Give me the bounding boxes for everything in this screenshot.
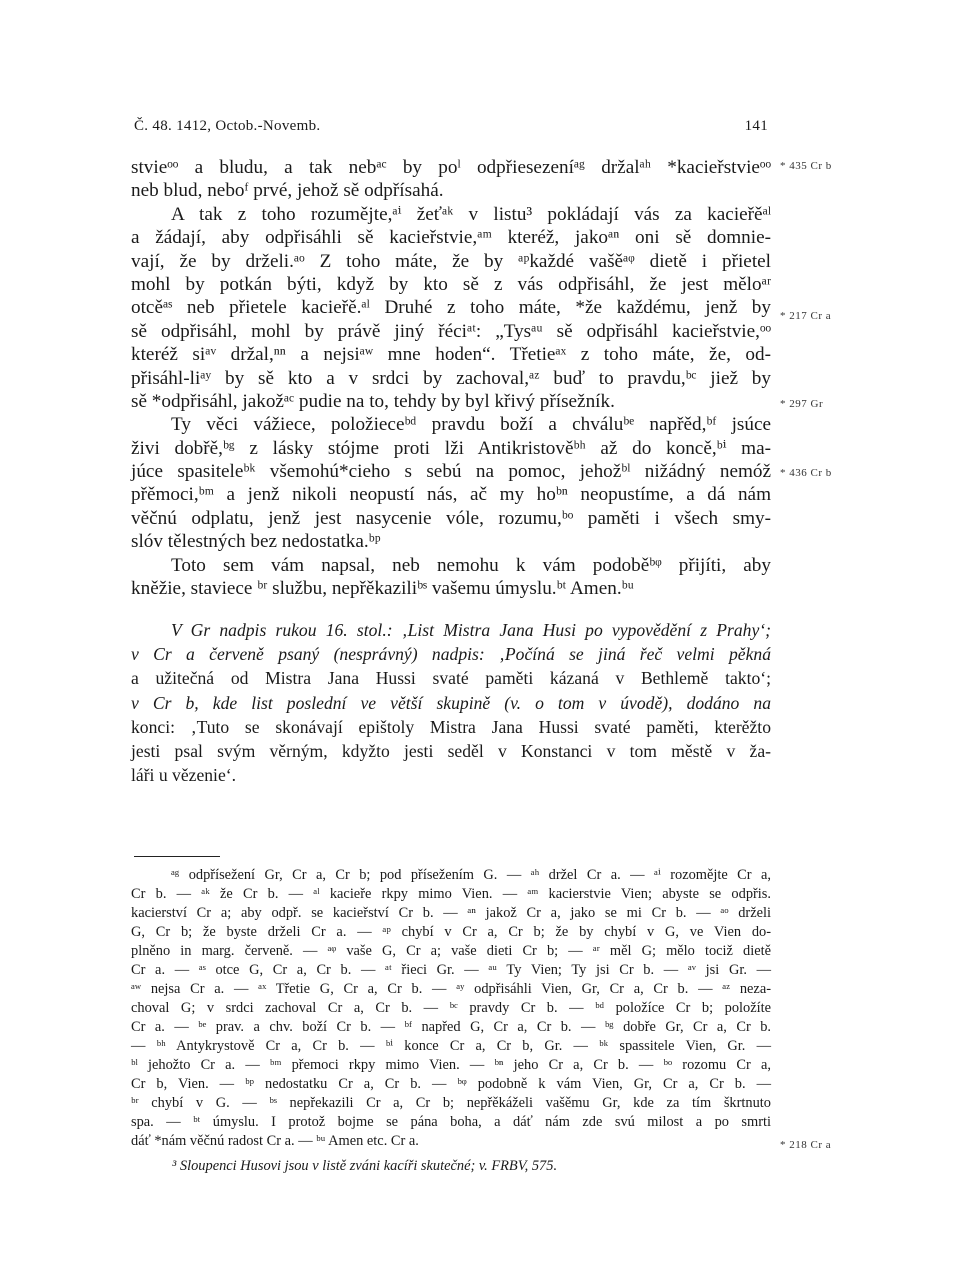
main-line: přěmoci,ᵇᵐ a jenž nikoli neopustí nás, ač my hoᵇⁿ neopustíme, a dá nám (131, 484, 771, 506)
main-line: slóv tělestných bez nedostatka.ᵇᵖ (131, 531, 381, 553)
main-line: živi dobřě,ᵇᵍ z lásky stójme proti lži Antikristověᵇʰ až do koncě,ᵇⁱ ma- (131, 437, 771, 459)
footnote-line: Cr a. — ᵃˢ otce G, Cr a, Cr b. — ᵃᵗ řieci Gr. — ᵃᵘ Ty Vien; Ty jsi Cr b. — ᵃᵛ jsi Gr. — (131, 962, 771, 978)
margin-note: * 297 Gr (780, 398, 824, 410)
footnote-line: spa. — ᵇᵗ úmyslu. I protož bojme se pána boha, a dáť nám zde svú milost a po smrti (131, 1114, 771, 1130)
footnotes (131, 866, 771, 1151)
main-line: A tak z toho rozumějte,ᵃⁱ žeťᵃᵏ v listu³ pokládají vás za kacieřěᵃˡ (171, 203, 771, 225)
footnote-line: Cr b. — ᵃᵏ že Cr b. — ᵃˡ kacieře rkpy mimo Vien. — ᵃᵐ kacierstvie Vien; abyste se odpřis. (131, 886, 771, 902)
footnote-line: ᵃᵍ odpřísežení Gr, Cr a, Cr b; pod přísežením G. — ᵃʰ držel Cr a. — ᵃⁱ rozomějte Cr a, (171, 867, 771, 883)
main-line: věčnú odplatu, jenž jest nasycenie vóle, rozumu,ᵇᵒ paměti i všech smy- (131, 507, 771, 529)
margin-note: * 435 Cr b (780, 160, 832, 172)
footnote-line: G, Cr b; že byste drželi Cr a. — ᵃᵖ chybí v Cr a, Cr b; že by chybí v G, ve Vien do- (131, 924, 771, 940)
margin-note: * 436 Cr b (780, 467, 832, 479)
footnote-line: kacierství Cr a; aby odpř. se kacieřství Cr b. — ᵃⁿ jakož Cr a, jako se mi Cr b. — ᵃᵒ drželi (131, 905, 771, 921)
footnote-line: plněno in marg. červeně. — ᵃᵠ vaše G, Cr a; vaše dieti Cr b; — ᵃʳ měl G; mělo tociž dietě (131, 943, 771, 959)
running-header (134, 118, 768, 140)
footnote-rule (134, 856, 220, 857)
margin-note: * 218 Cr a (780, 1139, 832, 1151)
footnote-line: — ᵇʰ Antykrystově Cr a, Cr b. — ᵇⁱ konce Cr a, Cr b, Gr. — ᵇᵏ spassitele Vien, Gr. — (131, 1038, 771, 1054)
footnote-line: choval G; v srdci zachoval Cr a, Cr b. — ᵇᶜ pravdy Cr b. — ᵇᵈ položíce Cr b; položíte (131, 1000, 771, 1016)
main-line: júce spasiteleᵇᵏ všemohú*cieho s sebú na pomoc, jehožᵇˡ nižádný nemóž (131, 461, 771, 483)
main-line: vají, že by drželi.ᵃᵒ Z toho máte, že by ᵃᵖkaždé vašěᵃᵠ dietě i přietel (131, 250, 771, 272)
note-line: V Gr nadpis rukou 16. stol.: ‚List Mistra Jana Husi po vypovědění z Prahy‘; (171, 620, 771, 640)
main-line: sě odpřisáhl, mohl by právě jiný řéciᵃᵗ: „Tysᵃᵘ sě odpřisáhl kacieřstvie,ᵒᵒ (131, 320, 771, 342)
main-line: a žádají, aby odpřisáhli sě kacieřstvie,ᵃᵐ kteréž, jakoᵃⁿ oni sě domnie- (131, 227, 771, 249)
main-line: přisáhl-liᵃʸ by sě kto a v srdci by zachoval,ᵃᶻ buď to pravdu,ᵇᶜ jiež by (131, 367, 771, 389)
editorial-note (131, 618, 771, 787)
footnote-line: ᵇʳ chybí v G. — ᵇˢ nepřekazili Cr a, Cr b; nepřěkáželi vašěmu Gr, kde za tím škrtnuto (131, 1095, 771, 1111)
footnote-line: Cr b, Vien. — ᵇᵖ nedostatku Cr a, Cr b. — ᵇᵠ podobně k vám Vien, Gr, Cr a, Cr b. — (131, 1076, 771, 1092)
note-line: jesti psal svým věrným, kdyžto jesti seděl v Konstanci v tom městě v ža- (131, 740, 771, 761)
footnote-line: Cr a. — ᵇᵉ prav. a chv. boží Cr b. — ᵇᶠ napřed G, Cr a, Cr b. — ᵇᵍ dobře Gr, Cr a, Cr b. (131, 1019, 771, 1035)
main-text (131, 156, 771, 600)
note-line: láři u vězenie‘. (131, 765, 237, 786)
footnote-line: ᵇˡ jehožto Cr a. — ᵇᵐ přemoci rkpy mimo Vien. — ᵇⁿ jeho Cr a, Cr b. — ᵇᵒ rozomu Cr a, (131, 1057, 771, 1073)
main-line: Ty věci vážiece, položieceᵇᵈ pravdu boží a chváluᵇᵉ napřěd,ᵇᶠ jsúce (171, 414, 771, 436)
main-line: kteréž siᵃᵛ držal,ⁿⁿ a nejsiᵃʷ mne hoden“. Třetieᵃˣ z toho máte, že, od- (131, 344, 771, 366)
main-line: mohl by potkán býti, když by kto sě z vás odpřisáhl, že jest měloᵃʳ (131, 273, 771, 295)
note-line: a užitečná od Mistra Jana Hussi svaté paměti kázaná v Bethlemě takto‘; (131, 668, 771, 689)
note-line: v Cr a červeně psaný (nesprávný) nadpis: ‚Počíná se jiná řeč velmi pěkná (131, 644, 771, 665)
main-line: neb blud, neboᶠ prvé, jehož sě odpřísahá. (131, 180, 444, 202)
footnote-line: ᵃʷ nejsa Cr a. — ᵃˣ Třetie G, Cr a, Cr b. — ᵃʸ odpřisáhli Vien, Gr, Cr a, Cr b. — ᵃᶻ neza- (131, 981, 771, 997)
footnote-line: dáť *nám věčnú radost Cr a. — ᵇᵘ Amen etc. Cr a. (131, 1133, 419, 1149)
main-line: stvieᵒᵒ a bludu, a tak nebᵃᶜ by poˡ odpřiesezeníᵃᵍ držalᵃʰ *kacieřstvieᵒᵒ (131, 157, 771, 178)
margin-note: * 217 Cr a (780, 310, 832, 322)
footnote-3: ³ Sloupenci Husovi jsou v listě zváni kacíři skutečné; v. FRBV, 575. (172, 1158, 558, 1174)
main-line: kněžie, staviece ᵇʳ službu, nepřěkaziliᵇˢ vašemu úmyslu.ᵇᵗ Amen.ᵇᵘ (131, 578, 634, 600)
main-line: Toto sem vám napsal, neb nemohu k vám podoběᵇᵠ přijíti, aby (171, 554, 771, 576)
note-line: v Cr b, kde list poslední ve větší skupině (v. o tom v úvodě), dodáno na (131, 692, 771, 713)
note-line: konci: ‚Tuto se skonávají epištoly Mistra Jana Hussi svaté paměti, kterěžto (131, 716, 771, 737)
main-line: sě *odpřisáhl, jakožᵃᶜ pudie na to, tehdy by byl křivý přísežník. (131, 390, 615, 412)
page-number: 141 (744, 118, 768, 134)
header-left: Č. 48. 1412, Octob.-Novemb. (134, 118, 321, 134)
main-line: otcěᵃˢ neb přietele kacieřě.ᵃˡ Druhé z toho máte, *že každému, jenž by (131, 297, 771, 319)
